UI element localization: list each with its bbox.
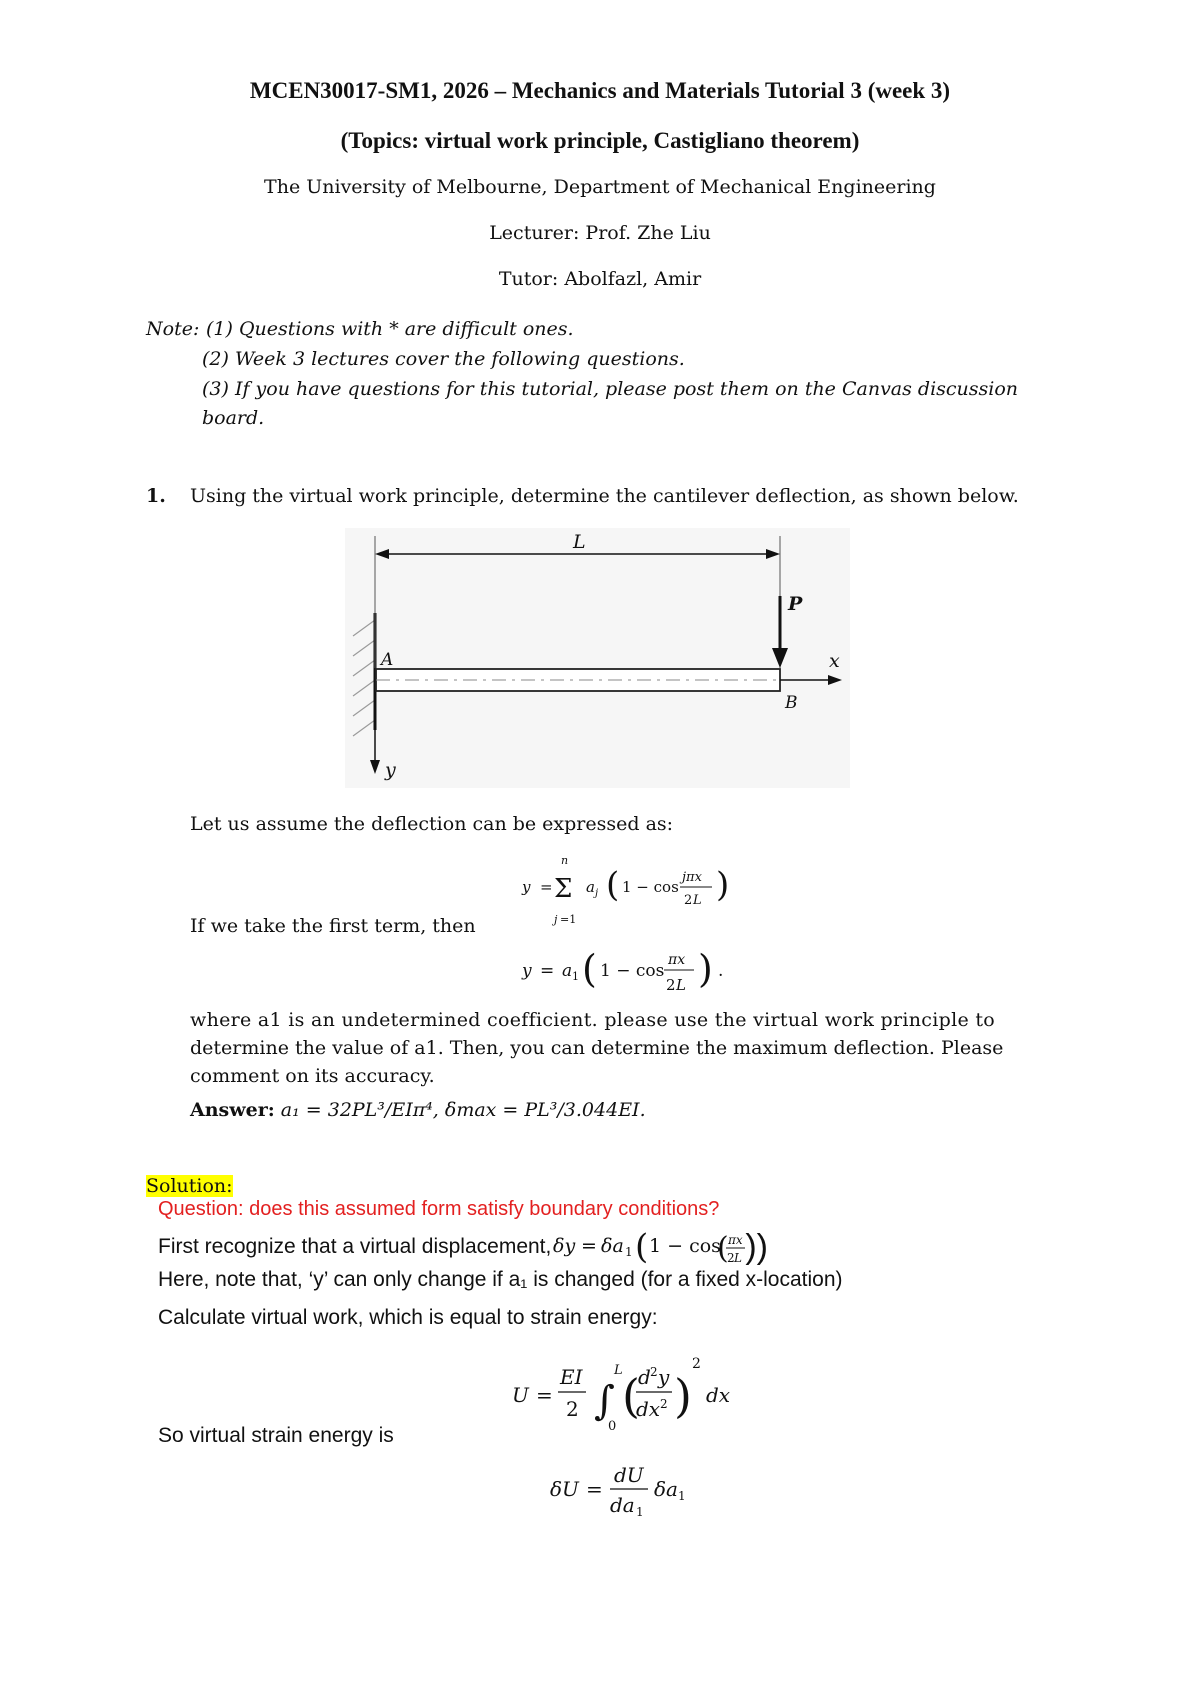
svg-text:dU: dU (614, 1463, 644, 1487)
svg-text:1: 1 (678, 1489, 686, 1503)
label-y: y (385, 759, 396, 781)
note-2: (2) Week 3 lectures cover the following questions. (202, 348, 685, 370)
svg-text:a: a (586, 878, 595, 896)
svg-text:): ) (674, 1369, 692, 1423)
svg-text:δa: δa (601, 1235, 625, 1257)
svg-text:=: = (581, 1235, 598, 1257)
svg-text:1: 1 (625, 1245, 633, 1259)
solution-line-2: Here, note that, ‘y’ can only change if a₁ is changed (for a fixed x-location) (158, 1268, 843, 1291)
svg-text:1 − cos: 1 − cos (600, 961, 665, 981)
svg-text:j: j (595, 888, 599, 899)
solution-question: Question: does this assumed form satisfy boundary conditions? (158, 1198, 720, 1220)
question-para-3: comment on its accuracy. (190, 1065, 435, 1087)
svg-text:EI: EI (560, 1365, 583, 1389)
note-3: (3) If you have questions for this tutorial, please post them on the Canvas discussion (202, 378, 1019, 400)
virtual-strain-energy-equation (548, 1456, 708, 1526)
svg-text:da: da (610, 1493, 635, 1517)
svg-text:y: y (522, 961, 532, 981)
svg-text:∫: ∫ (594, 1378, 615, 1424)
svg-text:0: 0 (608, 1419, 617, 1434)
svg-text:=: = (540, 878, 553, 896)
svg-text:L: L (614, 1363, 623, 1378)
svg-text:jπx: jπx (682, 870, 702, 885)
svg-text:(: ( (717, 1231, 730, 1266)
svg-text:dx: dx (636, 1397, 661, 1421)
svg-text:=: = (586, 1477, 603, 1501)
svg-text:πx: πx (728, 1233, 743, 1247)
svg-text:=: = (540, 961, 555, 981)
svg-text:L: L (734, 1251, 743, 1265)
svg-text:2: 2 (660, 1397, 668, 1411)
question-number: 1. (146, 485, 166, 507)
answer-line (190, 1096, 646, 1124)
question-para-2: determine the value of a1. Then, you can determine the maximum deflection. Please (190, 1037, 1004, 1059)
cantilever-figure (345, 528, 850, 788)
solution-label-box (146, 1172, 233, 1200)
svg-text:(: ( (635, 1227, 649, 1267)
lecturer-line: Lecturer: Prof. Zhe Liu (489, 222, 711, 244)
svg-text:j: j (554, 913, 558, 926)
label-L: L (573, 531, 586, 553)
svg-text:): ) (716, 865, 730, 905)
question-para-1: where a1 is an undetermined coefficient. please use the virtual work principle to (190, 1009, 996, 1031)
first-term-text: If we take the first term, then (190, 915, 476, 937)
svg-text:L: L (676, 976, 686, 994)
svg-text:(: ( (582, 947, 597, 991)
svg-text:=1: =1 (560, 913, 577, 926)
svg-text:1 − cos: 1 − cos (649, 1235, 722, 1257)
svg-text:πx: πx (668, 952, 686, 968)
svg-text:2: 2 (692, 1356, 701, 1372)
svg-text:(: ( (606, 865, 620, 905)
tutor-line: Tutor: Abolfazl, Amir (498, 268, 702, 290)
svg-text:n: n (561, 854, 569, 867)
label-x: x (829, 650, 840, 672)
solution-line-1-text: First recognize that a virtual displacement, (158, 1235, 552, 1258)
svg-text:(: ( (622, 1369, 640, 1423)
solution-line-4: So virtual strain energy is (158, 1424, 394, 1447)
svg-text:2: 2 (566, 1397, 579, 1421)
answer-label: Answer: (190, 1099, 275, 1121)
solution-line-1: First recognize that a virtual displacement, δy = δa 1 ( 1 − cos ( πx 2 L )) (158, 1224, 768, 1270)
svg-text:Σ: Σ (554, 874, 573, 904)
svg-text:y: y (522, 878, 531, 896)
document-topics: (Topics: virtual work principle, Castigliano theorem) (340, 128, 860, 153)
document-title: MCEN30017-SM1, 2026 – Mechanics and Materials Tutorial 3 (week 3) (249, 78, 951, 103)
svg-text:δa: δa (654, 1477, 678, 1501)
answer-text: a₁ = 32PL³/EIπ⁴, δmax = PL³/3.044EI. (280, 1099, 646, 1121)
svg-text:1: 1 (572, 970, 579, 983)
assume-text: Let us assume the deflection can be expressed as: (190, 813, 674, 835)
solution-line-3: Calculate virtual work, which is equal to strain energy: (158, 1306, 658, 1329)
svg-text:1 − cos: 1 − cos (622, 878, 679, 896)
solution-label: Solution: (146, 1175, 233, 1197)
note-1: (1) Questions with * are difficult ones. (206, 318, 574, 340)
note-label: Note: (146, 318, 200, 340)
strain-energy-equation (510, 1346, 750, 1446)
svg-text:a: a (562, 961, 573, 981)
svg-text:2: 2 (684, 893, 693, 908)
label-B: B (785, 693, 798, 713)
virtual-displacement-equation (551, 1224, 751, 1270)
label-A: A (381, 650, 394, 670)
svg-text:L: L (693, 893, 702, 908)
note-3-cont: board. (202, 407, 265, 429)
question-text: Using the virtual work principle, determine the cantilever deflection, as shown below. (190, 485, 1019, 507)
svg-text:2: 2 (650, 1365, 658, 1379)
label-P: P (788, 593, 803, 615)
svg-text:U: U (512, 1383, 529, 1407)
svg-text:): ) (698, 947, 713, 991)
svg-text:.: . (718, 961, 724, 981)
svg-text:dx: dx (706, 1383, 731, 1407)
svg-text:δy: δy (553, 1235, 576, 1257)
svg-text:1: 1 (636, 1505, 644, 1519)
series-equation (520, 850, 740, 930)
svg-text:d: d (638, 1365, 651, 1389)
svg-text:y: y (658, 1365, 670, 1389)
svg-text:δU: δU (550, 1477, 579, 1501)
svg-text:2: 2 (666, 976, 676, 994)
svg-text:=: = (536, 1383, 553, 1407)
first-term-equation (520, 940, 740, 1006)
svg-text:2: 2 (727, 1251, 735, 1265)
university-line: The University of Melbourne, Department of Mechanical Engineering (264, 176, 936, 198)
